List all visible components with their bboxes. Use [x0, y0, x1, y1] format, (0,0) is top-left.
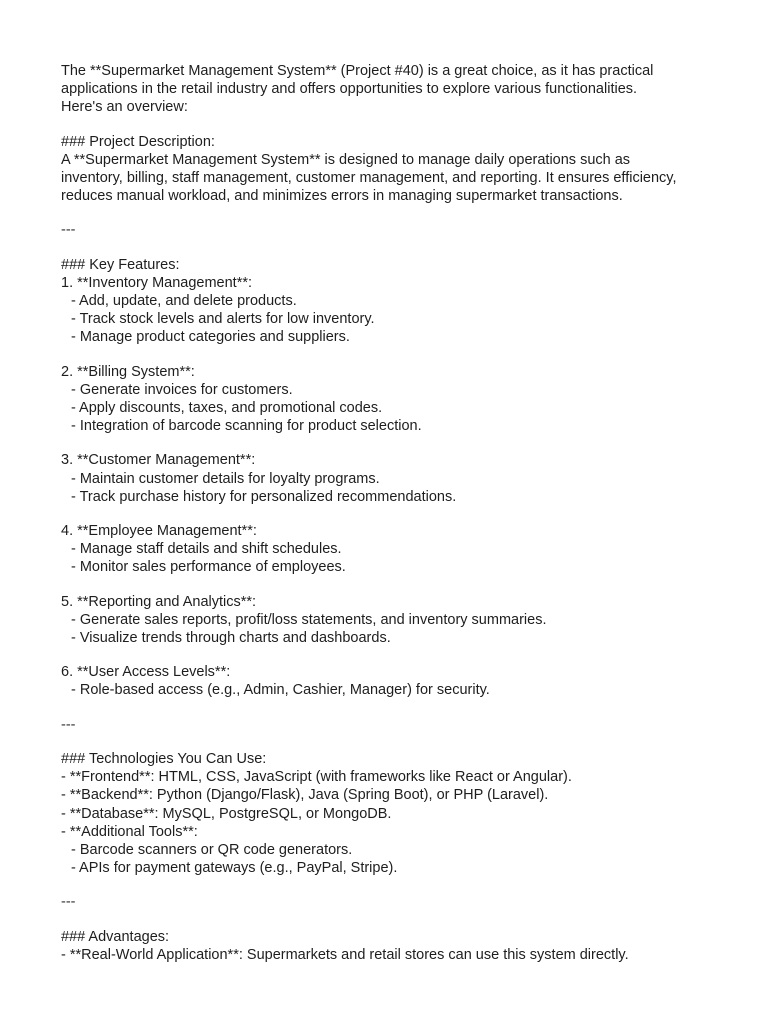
technology-line: - **Frontend**: HTML, CSS, JavaScript (with frameworks like React or Angular). — [61, 769, 572, 786]
technologies-section — [61, 750, 721, 877]
feature-title: 6. **User Access Levels**: — [61, 664, 231, 681]
spacer — [61, 347, 721, 363]
feature-item — [61, 274, 721, 347]
feature-point: - Maintain customer details for loyalty programs. — [71, 470, 380, 487]
feature-title: 1. **Inventory Management**: — [61, 274, 253, 291]
feature-point: - Track stock levels and alerts for low inventory. — [71, 311, 375, 328]
feature-point: - Add, update, and delete products. — [71, 293, 297, 310]
spacer — [61, 647, 721, 663]
intro-line: The **Supermarket Management System** (Project #40) is a great choice, as it has practical — [61, 63, 654, 79]
advantage-line: - **Real-World Application**: Supermarkets and retail stores can use this system directly. — [61, 946, 629, 963]
intro-paragraph — [61, 62, 721, 117]
technology-line: - **Additional Tools**: — [61, 823, 198, 840]
spacer — [61, 117, 721, 133]
document-page — [61, 62, 721, 964]
feature-item — [61, 522, 721, 577]
feature-point: - Track purchase history for personalized recommendations. — [71, 488, 457, 505]
feature-point: - Monitor sales performance of employees. — [71, 559, 346, 576]
feature-title: 4. **Employee Management**: — [61, 523, 257, 540]
features-section — [61, 256, 721, 700]
section-heading: ### Key Features: — [61, 256, 180, 273]
section-heading: ### Technologies You Can Use: — [61, 750, 267, 767]
intro-line: Here's an overview: — [61, 99, 188, 116]
feature-title: 5. **Reporting and Analytics**: — [61, 593, 257, 610]
description-section — [61, 133, 721, 206]
spacer — [61, 877, 721, 893]
feature-point: - Generate invoices for customers. — [71, 381, 293, 398]
feature-point: - Integration of barcode scanning for product selection. — [71, 418, 422, 435]
feature-point: - Role-based access (e.g., Admin, Cashier, Manager) for security. — [71, 682, 490, 699]
advantages-section — [61, 928, 721, 964]
technology-line: - **Backend**: Python (Django/Flask), Java (Spring Boot), or PHP (Laravel). — [61, 787, 549, 804]
description-line: A **Supermarket Management System** is designed to manage daily operations such as — [61, 151, 631, 168]
spacer — [61, 577, 721, 593]
section-heading: ### Advantages: — [61, 928, 170, 945]
feature-point: - Manage product categories and suppliers. — [71, 329, 350, 346]
feature-title: 3. **Customer Management**: — [61, 452, 256, 469]
feature-item — [61, 451, 721, 506]
feature-item — [61, 593, 721, 648]
feature-point: - Visualize trends through charts and dashboards. — [71, 630, 391, 647]
technology-subline: - APIs for payment gateways (e.g., PayPal, Stripe). — [71, 860, 398, 877]
description-line: reduces manual workload, and minimizes errors in managing supermarket transactions. — [61, 188, 623, 205]
feature-title: 2. **Billing System**: — [61, 363, 195, 380]
description-line: inventory, billing, staff management, customer management, and reporting. It ensures efficiency, — [61, 170, 677, 187]
spacer — [61, 506, 721, 522]
spacer — [61, 912, 721, 928]
section-heading: ### Project Description: — [61, 133, 215, 150]
feature-point: - Manage staff details and shift schedules. — [71, 541, 342, 558]
feature-item — [61, 663, 721, 699]
spacer — [61, 700, 721, 716]
section-separator: --- — [61, 894, 76, 911]
feature-point: - Generate sales reports, profit/loss statements, and inventory summaries. — [71, 611, 547, 628]
section-separator: --- — [61, 222, 76, 239]
spacer — [61, 240, 721, 256]
spacer — [61, 205, 721, 221]
intro-line: applications in the retail industry and offers opportunities to explore various functionalities. — [61, 81, 638, 98]
technology-line: - **Database**: MySQL, PostgreSQL, or MongoDB. — [61, 805, 392, 822]
spacer — [61, 734, 721, 750]
technology-subline: - Barcode scanners or QR code generators. — [71, 841, 353, 858]
section-separator: --- — [61, 716, 76, 733]
feature-item — [61, 363, 721, 436]
feature-point: - Apply discounts, taxes, and promotional codes. — [71, 400, 383, 417]
spacer — [61, 435, 721, 451]
